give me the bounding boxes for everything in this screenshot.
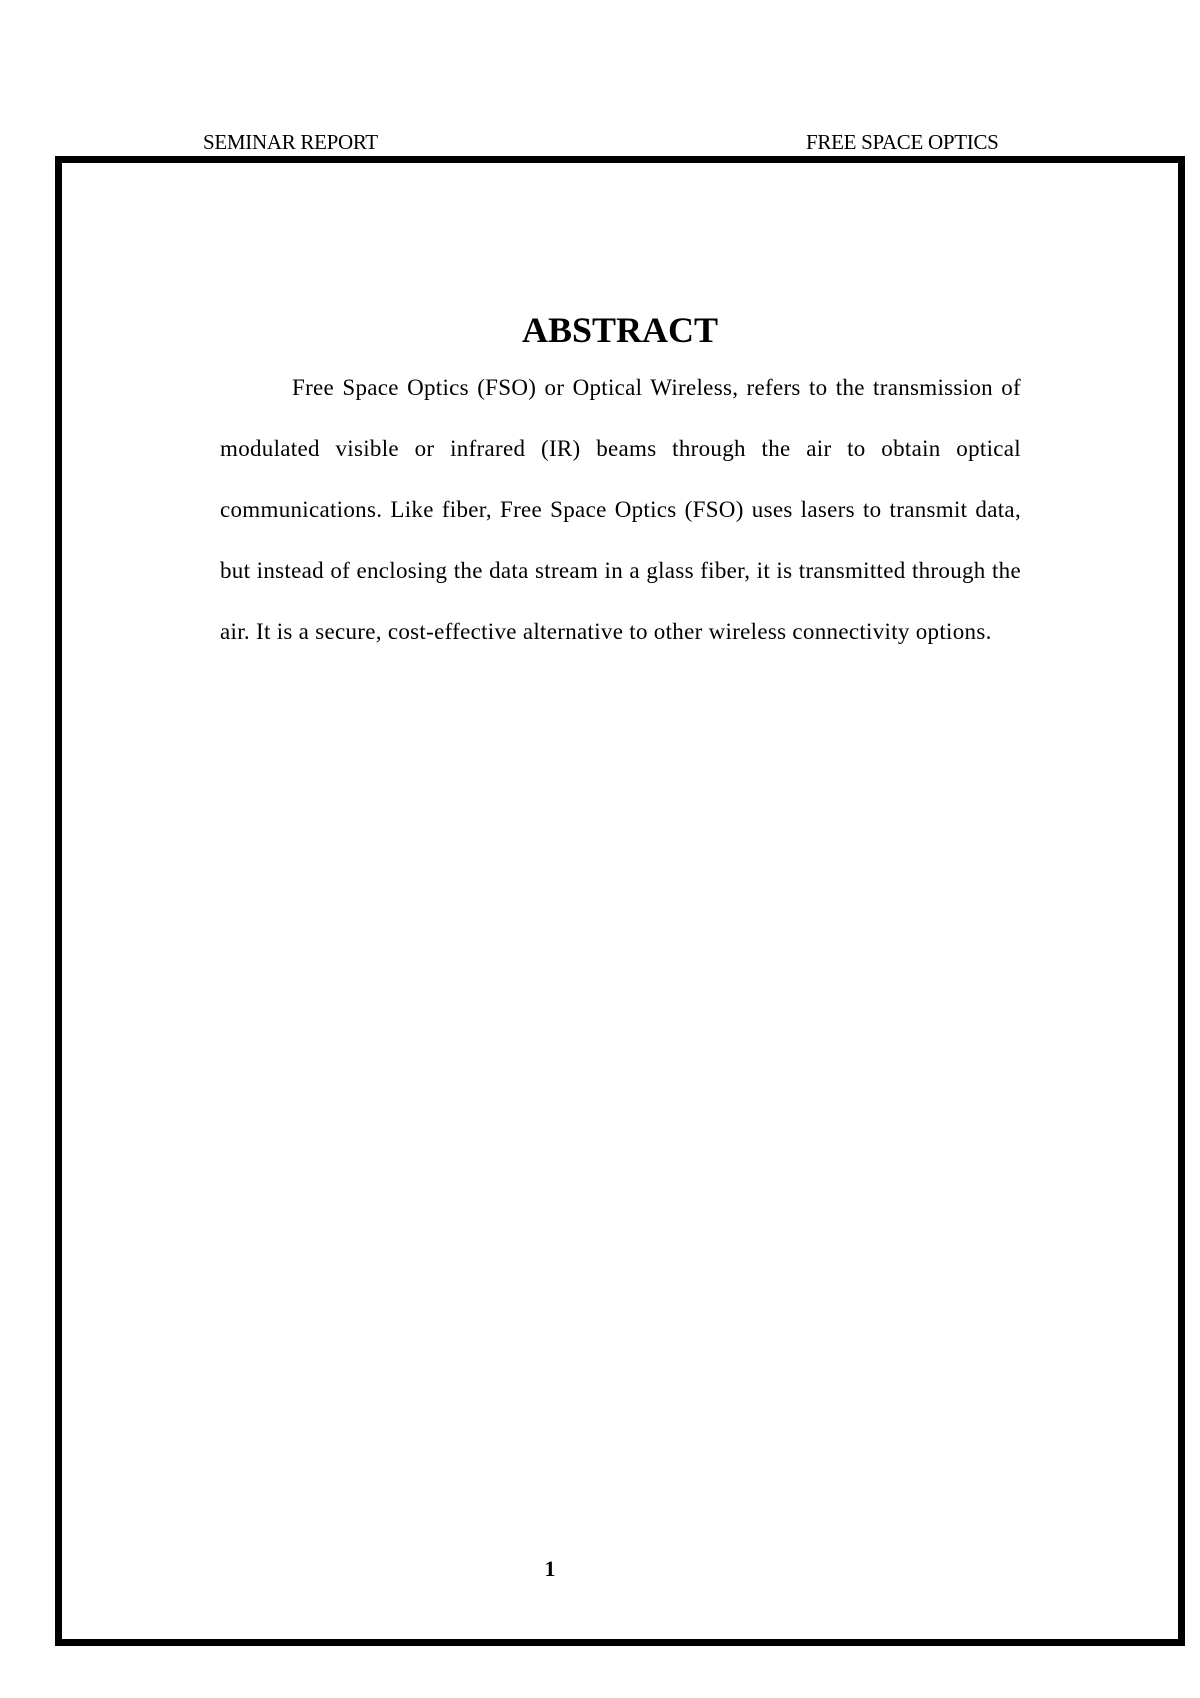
abstract-paragraph: Free Space Optics (FSO) or Optical Wireless, refers to the transmission of modulated visible or infrared (IR) beams through the air to obtain optical communications. Like fiber, Free Space Optics (FSO) uses lasers to transmit data, but instead of enclosing the data stream in a glass fiber, it is transmitted through the air. It is a secure, cost-effective alternative to other wireless connectivity options. bbox=[220, 375, 1021, 644]
abstract-heading: ABSTRACT bbox=[521, 310, 719, 351]
header-right-title: FREE SPACE OPTICS bbox=[806, 130, 999, 154]
header-left-title: SEMINAR REPORT bbox=[203, 130, 378, 154]
page-number: 1 bbox=[544, 1556, 556, 1581]
